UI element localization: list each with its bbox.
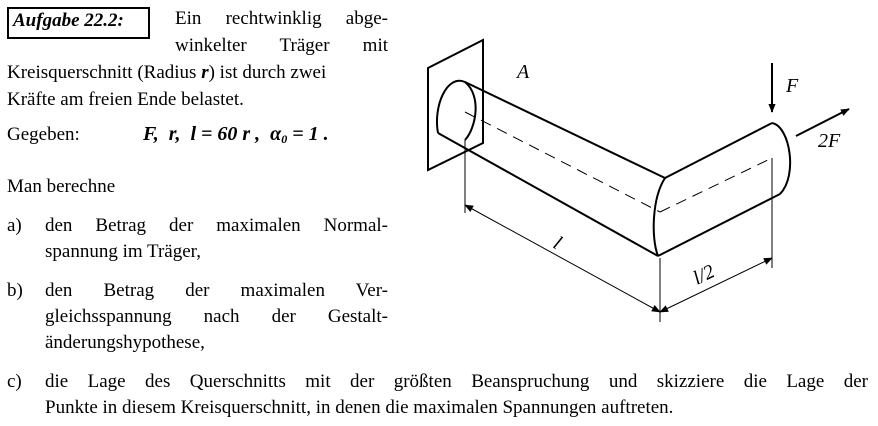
item-a-line-2: spannung im Träger, [45, 241, 201, 262]
item-c-line-2: Punkte in diesem Kreisquerschnitt, in denen die maximalen Spannungen auftreten. [45, 397, 674, 418]
intro-line-1: Ein rechtwinklig abge- [175, 8, 388, 29]
given-values: F, r, l = 60 r , $\alpha_0 = 1$ . [143, 123, 329, 146]
item-b-line-1: den Betrag der maximalen Ver- [45, 280, 388, 301]
dimension-l [465, 140, 660, 322]
item-b-line-2: gleichsspannung nach der Gestalt- [45, 306, 388, 327]
item-c-line-1: die Lage des Querschnitts mit der größten Beanspruchung und skizziere die Lage der [45, 371, 868, 392]
centerlines [465, 112, 772, 212]
label-length-l: l [549, 232, 566, 255]
task-label: Aufgabe 22.2: [13, 10, 124, 31]
label-support-a: A [517, 61, 530, 83]
given-label: Gegeben: [7, 124, 80, 145]
label-length-l-half: l/2 [689, 260, 719, 290]
intro-line-2: winkelter Träger mit [175, 35, 388, 56]
item-a-line-1: den Betrag der maximalen Normal- [45, 215, 388, 236]
label-force-f: F [786, 75, 799, 97]
item-b-line-3: änderungshypothese, [45, 332, 205, 353]
instructions-lead: Man berechne [7, 176, 116, 197]
item-b-marker: b) [7, 280, 23, 301]
dimension-l-half [660, 158, 772, 312]
label-force-2f: 2F [818, 130, 841, 152]
intro-line-3: Kreisquerschnitt (Radius r) ist durch zwei [7, 62, 327, 83]
item-a-marker: a) [7, 215, 22, 236]
intro-line-4: Kräfte am freien Ende belastet. [7, 89, 244, 110]
short-beam [654, 123, 790, 256]
item-c-marker: c) [7, 371, 22, 392]
